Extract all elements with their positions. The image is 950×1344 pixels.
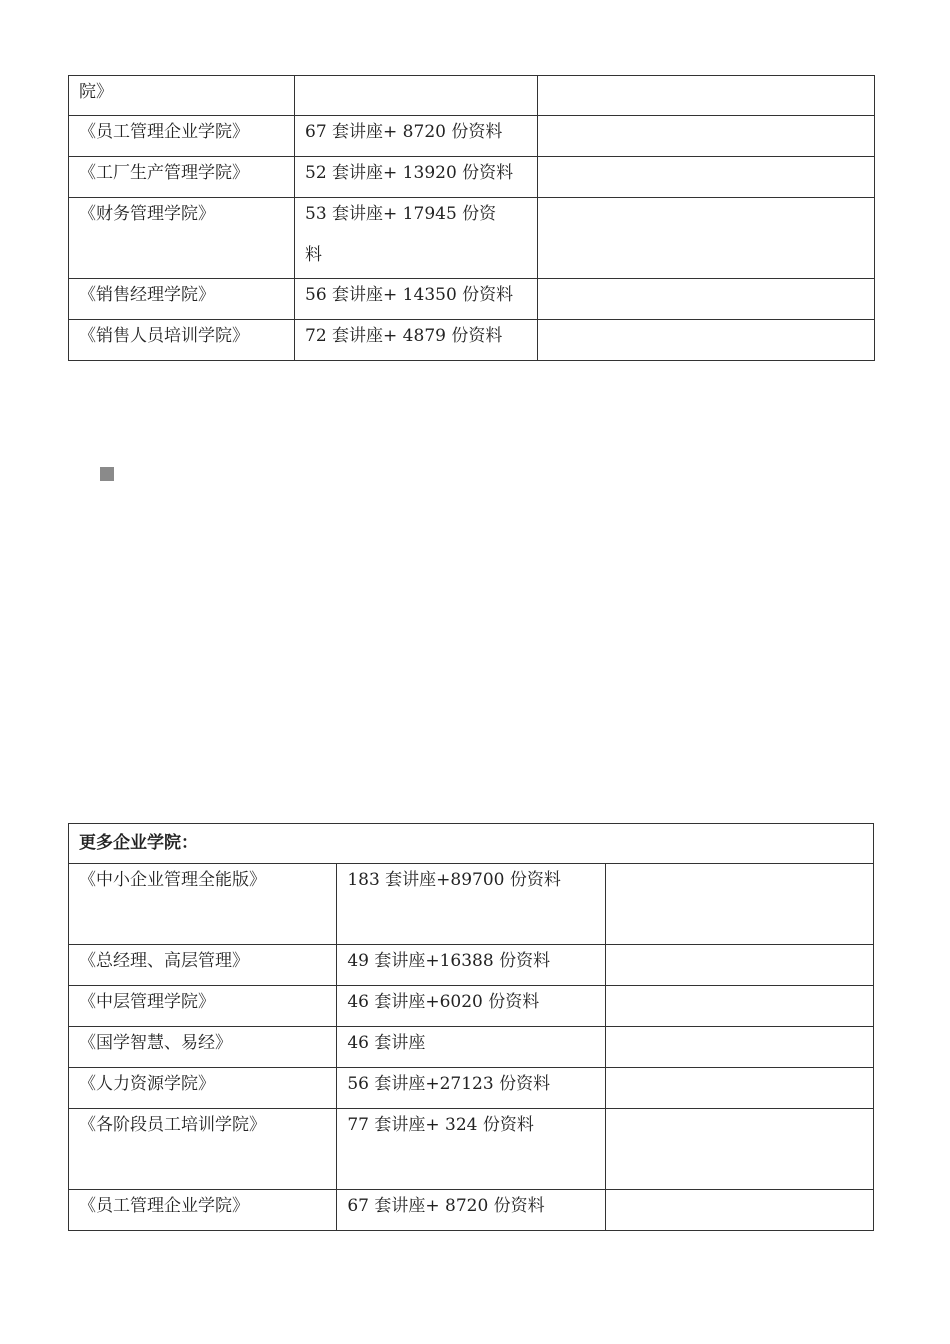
college-name: 《各阶段员工培训学院》 [79, 1115, 266, 1135]
table-row [69, 157, 875, 198]
resource-cell [337, 864, 605, 945]
note-cell [605, 864, 873, 945]
college-name-cell [69, 945, 337, 986]
resource-cell [295, 157, 538, 198]
college-name-cell [69, 1068, 337, 1109]
note-cell [605, 945, 873, 986]
note-cell [605, 1190, 873, 1231]
college-name-cell [69, 864, 337, 945]
resource-count: 77 套讲座+ 324 份资料 [347, 1115, 534, 1135]
college-name: 《员工管理企业学院》 [79, 122, 249, 142]
college-name-cell [69, 198, 295, 279]
square-bullet-icon [100, 467, 114, 481]
resource-cell [337, 1190, 605, 1231]
note-cell [605, 1027, 873, 1068]
college-name-cell [69, 1109, 337, 1190]
college-name-cell [69, 1027, 337, 1068]
resource-cell [295, 320, 538, 361]
college-name: 《国学智慧、易经》 [79, 1033, 232, 1053]
college-name-cell [69, 76, 295, 116]
top-course-table [68, 75, 875, 361]
college-name: 《总经理、高层管理》 [79, 951, 249, 971]
resource-count: 53 套讲座+ 17945 份资料 [305, 204, 497, 265]
resource-count: 67 套讲座+ 8720 份资料 [305, 122, 503, 142]
college-name-cell [69, 116, 295, 157]
more-colleges-header: 更多企业学院： [69, 824, 874, 864]
table-row [69, 1109, 874, 1190]
college-name-cell [69, 1190, 337, 1231]
college-name-cell [69, 986, 337, 1027]
college-name: 《员工管理企业学院》 [79, 1196, 249, 1216]
college-name: 院》 [79, 82, 113, 102]
resource-cell [337, 986, 605, 1027]
table-header-row [69, 824, 874, 864]
note-cell [538, 157, 875, 198]
resource-cell [295, 279, 538, 320]
table-row [69, 116, 875, 157]
table-row [69, 1190, 874, 1231]
more-colleges-table [68, 823, 874, 1231]
resource-count: 46 套讲座+6020 份资料 [347, 992, 540, 1012]
note-cell [538, 198, 875, 279]
resource-count: 56 套讲座+27123 份资料 [347, 1074, 551, 1094]
table-row [69, 76, 875, 116]
resource-cell [337, 1027, 605, 1068]
resource-cell [295, 116, 538, 157]
note-cell [538, 76, 875, 116]
table-row [69, 279, 875, 320]
table-row [69, 1068, 874, 1109]
note-cell [605, 986, 873, 1027]
table-row [69, 864, 874, 945]
resource-count: 49 套讲座+16388 份资料 [347, 951, 551, 971]
resource-count: 52 套讲座+ 13920 份资料 [305, 163, 514, 183]
resource-cell [337, 1068, 605, 1109]
resource-count: 56 套讲座+ 14350 份资料 [305, 285, 514, 305]
college-name: 《销售人员培训学院》 [79, 326, 249, 346]
college-name: 《工厂生产管理学院》 [79, 163, 249, 183]
resource-count: 72 套讲座+ 4879 份资料 [305, 326, 503, 346]
resource-cell [295, 76, 538, 116]
resource-count: 183 套讲座+89700 份资料 [347, 870, 561, 890]
college-name-cell [69, 279, 295, 320]
note-cell [538, 116, 875, 157]
note-cell [605, 1109, 873, 1190]
college-name-cell [69, 157, 295, 198]
college-name: 《中小企业管理全能版》 [79, 870, 266, 890]
table-row [69, 1027, 874, 1068]
college-name-cell [69, 320, 295, 361]
table-row [69, 986, 874, 1027]
resource-cell [337, 945, 605, 986]
table-row [69, 320, 875, 361]
college-name: 《销售经理学院》 [79, 285, 215, 305]
college-name: 《人力资源学院》 [79, 1074, 215, 1094]
resource-cell [295, 198, 538, 279]
college-name: 《财务管理学院》 [79, 204, 215, 224]
resource-cell [337, 1109, 605, 1190]
note-cell [538, 279, 875, 320]
note-cell [538, 320, 875, 361]
college-name: 《中层管理学院》 [79, 992, 215, 1012]
table-row [69, 945, 874, 986]
note-cell [605, 1068, 873, 1109]
resource-count: 67 套讲座+ 8720 份资料 [347, 1196, 545, 1216]
resource-count: 46 套讲座 [347, 1033, 426, 1053]
table-row [69, 198, 875, 279]
